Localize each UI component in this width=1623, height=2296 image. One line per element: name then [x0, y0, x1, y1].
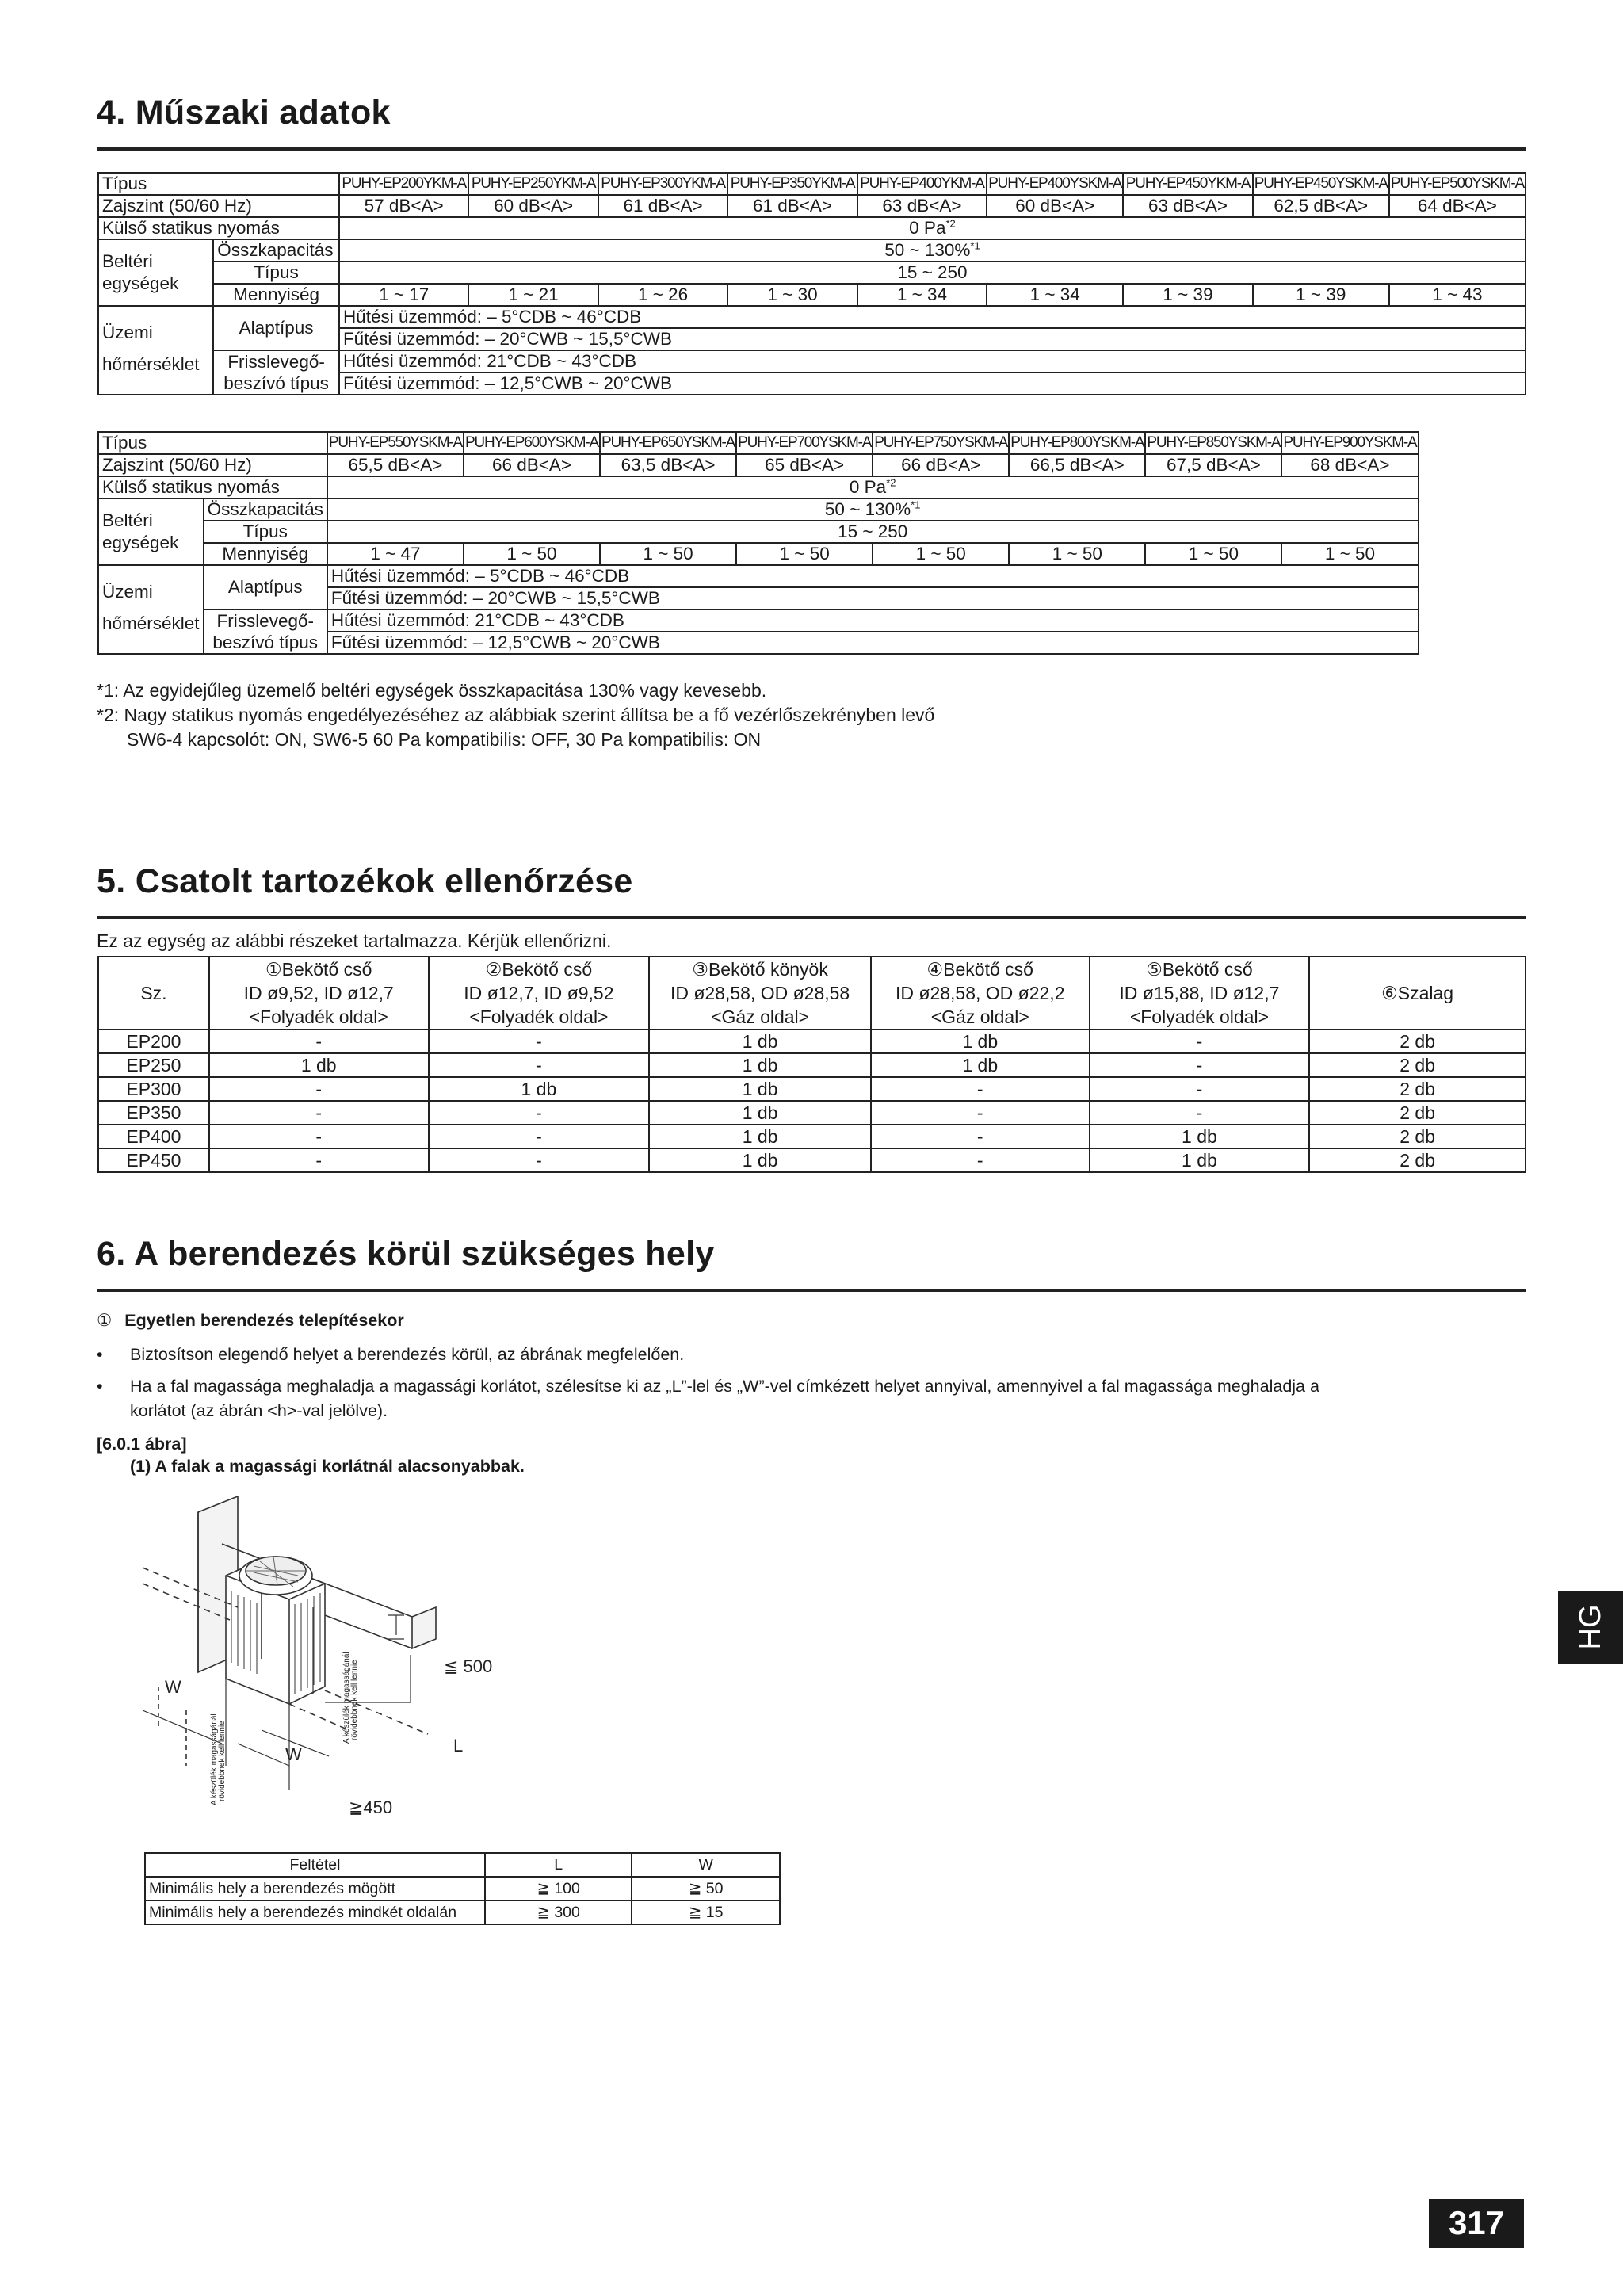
qty-cell: -	[209, 1101, 429, 1125]
table-row	[98, 1030, 1526, 1053]
bullet-2-text: Ha a fal magassága meghaladja a magassági korlátot, szélesítse ki az „L”-lel és „W”-vel címkézett helyet annyival, amennyivel a fal magassága meghaladja a	[130, 1377, 1319, 1396]
label-line: Üzemi	[102, 582, 153, 602]
col-header-line: ID ø28,58, OD ø28,58	[649, 981, 871, 1005]
col-header-line: ID ø12,7, ID ø9,52	[429, 981, 650, 1005]
col-header-no: Sz.	[98, 957, 209, 1030]
table-row	[98, 609, 1419, 632]
circled-one: ①	[97, 1311, 113, 1330]
section-4-title: 4. Műszaki adatok	[97, 94, 391, 132]
cooling-range: Hűtési üzemmód: – 5°CDB ~ 46°CDB	[339, 306, 1526, 328]
subsection-title: Egyetlen berendezés telepítésekor	[124, 1311, 404, 1330]
cooling-range: Hűtési üzemmód: 21°CDB ~ 43°CDB	[327, 609, 1419, 632]
noise-value: 60 dB<A>	[987, 195, 1123, 217]
footnote-mark: *1	[970, 239, 980, 252]
height-note-b2: rövidebbnek kell lennie	[350, 1660, 359, 1740]
qty-cell: -	[871, 1125, 1090, 1148]
qty-cell: 2 db	[1309, 1101, 1526, 1125]
qty-cell: 1 db	[649, 1101, 871, 1125]
model-cell: EP400	[98, 1125, 209, 1148]
table-row	[98, 217, 1526, 239]
row-label: Típus	[98, 173, 339, 195]
heating-range: Fűtési üzemmód: – 12,5°CWB ~ 20°CWB	[327, 632, 1419, 654]
cell: ≧ 15	[632, 1901, 780, 1924]
model-name: PUHY-EP850YSKM-A	[1145, 432, 1281, 454]
qty-cell: 2 db	[1309, 1125, 1526, 1148]
cell: ≧ 300	[485, 1901, 632, 1924]
table-row	[98, 454, 1419, 476]
installation-diagram	[143, 1496, 507, 1829]
qty-cell: -	[209, 1125, 429, 1148]
model-cell: EP450	[98, 1148, 209, 1172]
fresh-air-label: beszívó típus	[213, 372, 339, 395]
table-row	[98, 372, 1526, 395]
cooling-range: Hűtési üzemmód: – 5°CDB ~ 46°CDB	[327, 565, 1419, 587]
label-line: Beltéri	[102, 510, 153, 530]
qty-cell: 1 db	[209, 1053, 429, 1077]
qty-cell: 1 db	[429, 1077, 650, 1101]
qty-cell: 1 db	[871, 1053, 1090, 1077]
model-name: PUHY-EP300YKM-A	[598, 173, 727, 195]
operating-temp-label	[98, 306, 213, 395]
row-label: Külső statikus nyomás	[98, 217, 339, 239]
qty-cell: 2 db	[1309, 1077, 1526, 1101]
noise-value: 63 dB<A>	[1123, 195, 1252, 217]
section-5-rule	[97, 916, 1526, 919]
table-row	[98, 195, 1526, 217]
model-cell: EP350	[98, 1101, 209, 1125]
table-row	[98, 350, 1526, 372]
section-4-rule	[97, 147, 1526, 151]
row-label: Típus	[213, 262, 339, 284]
label-line: Üzemi	[102, 323, 153, 342]
height-note-a1: A készülék magasságánál	[210, 1713, 219, 1805]
footnote-1: *1: Az egyidejűleg üzemelő beltéri egységek összkapacitása 130% vagy kevesebb.	[97, 680, 767, 701]
noise-value: 66,5 dB<A>	[1009, 454, 1145, 476]
cell: ≧ 100	[485, 1877, 632, 1901]
row-label: Típus	[98, 432, 327, 454]
quantity-value: 1 ~ 21	[468, 284, 598, 306]
noise-value: 63,5 dB<A>	[600, 454, 736, 476]
bullet-2-cont: korlátot (az ábrán <h>-val jelölve).	[130, 1401, 388, 1420]
heating-range: Fűtési üzemmód: – 20°CWB ~ 15,5°CWB	[339, 328, 1526, 350]
col-header-line: ID ø9,52, ID ø12,7	[209, 981, 429, 1005]
figure-caption: (1) A falak a magassági korlátnál alacsonyabbak.	[130, 1457, 525, 1476]
qty-cell: -	[209, 1077, 429, 1101]
side-wall	[412, 1607, 436, 1648]
table-row	[98, 239, 1526, 262]
footnote-2-cont: SW6-4 kapcsolót: ON, SW6-5 60 Pa kompatibilis: OFF, 30 Pa kompatibilis: ON	[127, 729, 762, 750]
footnote-mark: *1	[911, 499, 921, 511]
row-label: Mennyiség	[213, 284, 339, 306]
model-name: PUHY-EP900YSKM-A	[1281, 432, 1418, 454]
quantity-value: 1 ~ 47	[327, 543, 464, 565]
col-header-line: ①Bekötő cső	[209, 957, 429, 981]
fresh-air-label: Frisslevegő-	[213, 350, 339, 372]
label-l: L	[453, 1736, 464, 1755]
qty-cell: 2 db	[1309, 1030, 1526, 1053]
label-line: hőmérséklet	[102, 613, 200, 633]
col-header-line: <Gáz oldal>	[871, 1005, 1090, 1030]
table-row	[98, 262, 1526, 284]
label-line: egységek	[102, 533, 179, 552]
language-tab	[1558, 1591, 1623, 1664]
quantity-value: 1 ~ 50	[464, 543, 600, 565]
qty-cell: -	[209, 1148, 429, 1172]
col-header-line: ⑤Bekötő cső	[1090, 957, 1310, 981]
qty-cell: 1 db	[1090, 1125, 1310, 1148]
noise-value: 65 dB<A>	[736, 454, 873, 476]
label-w2: W	[285, 1744, 302, 1764]
row-label: Zajszint (50/60 Hz)	[98, 195, 339, 217]
qty-cell: -	[429, 1030, 650, 1053]
section-5-title: 5. Csatolt tartozékok ellenőrzése	[97, 862, 633, 900]
row-label: Mennyiség	[204, 543, 327, 565]
table-row	[98, 284, 1526, 306]
row-label: Összkapacitás	[204, 499, 327, 521]
static-pressure	[339, 217, 1526, 239]
total-capacity	[327, 499, 1419, 521]
model-name: PUHY-EP450YKM-A	[1123, 173, 1252, 195]
value: 50 ~ 130%	[884, 240, 971, 260]
qty-cell: 1 db	[1090, 1148, 1310, 1172]
table-row	[98, 1125, 1526, 1148]
noise-value: 63 dB<A>	[857, 195, 987, 217]
quantity-value: 1 ~ 50	[1145, 543, 1281, 565]
row-label: Összkapacitás	[213, 239, 339, 262]
table-row	[98, 432, 1419, 454]
table-row	[145, 1877, 780, 1901]
height-note-b1: A készülék magasságánál	[342, 1652, 351, 1744]
qty-cell: -	[1090, 1101, 1310, 1125]
model-cell: EP200	[98, 1030, 209, 1053]
label-line: egységek	[102, 273, 179, 293]
cell: Minimális hely a berendezés mindkét oldalán	[145, 1901, 485, 1924]
cell: ≧ 50	[632, 1877, 780, 1901]
col-header: L	[485, 1853, 632, 1877]
qty-cell: -	[1090, 1030, 1310, 1053]
clearance-table	[144, 1852, 781, 1925]
table-row	[98, 499, 1419, 521]
value: 50 ~ 130%	[824, 499, 911, 519]
label-line: hőmérséklet	[102, 354, 200, 374]
table-row	[98, 1101, 1526, 1125]
quantity-value: 1 ~ 34	[857, 284, 987, 306]
qty-cell: -	[871, 1077, 1090, 1101]
qty-cell: -	[429, 1148, 650, 1172]
col-header-line: <Folyadék oldal>	[1090, 1005, 1310, 1030]
qty-cell: 1 db	[649, 1148, 871, 1172]
basic-type: Alaptípus	[204, 565, 327, 609]
indoor-units-label	[98, 499, 204, 565]
header-row	[98, 957, 1526, 981]
col-header: W	[632, 1853, 780, 1877]
col-header-line: ②Bekötő cső	[429, 957, 650, 981]
quantity-value: 1 ~ 43	[1389, 284, 1526, 306]
header-row	[145, 1853, 780, 1877]
qty-cell: 1 db	[649, 1053, 871, 1077]
fresh-air-label: beszívó típus	[204, 632, 327, 654]
qty-cell: -	[871, 1148, 1090, 1172]
noise-value: 62,5 dB<A>	[1253, 195, 1389, 217]
qty-cell: 1 db	[649, 1125, 871, 1148]
noise-value: 64 dB<A>	[1389, 195, 1526, 217]
col-header-tape: ⑥Szalag	[1309, 957, 1526, 1030]
model-name: PUHY-EP500YSKM-A	[1389, 173, 1526, 195]
operating-temp-label	[98, 565, 204, 654]
indoor-units-label	[98, 239, 213, 306]
figure-ref: [6.0.1 ábra]	[97, 1435, 187, 1454]
label-ge450: ≧450	[349, 1797, 393, 1817]
type-range: 15 ~ 250	[327, 521, 1419, 543]
outdoor-unit	[226, 1557, 325, 1704]
model-name: PUHY-EP550YSKM-A	[327, 432, 464, 454]
page-number: 317	[1429, 2199, 1524, 2248]
cell: Minimális hely a berendezés mögött	[145, 1877, 485, 1901]
value: 0 Pa	[849, 477, 887, 497]
model-name: PUHY-EP400YKM-A	[857, 173, 987, 195]
model-name: PUHY-EP450YSKM-A	[1253, 173, 1389, 195]
qty-cell: 1 db	[871, 1030, 1090, 1053]
quantity-value: 1 ~ 50	[736, 543, 873, 565]
qty-cell: -	[429, 1053, 650, 1077]
model-name: PUHY-EP750YSKM-A	[873, 432, 1009, 454]
noise-value: 66 dB<A>	[464, 454, 600, 476]
table-row	[98, 543, 1419, 565]
heating-range: Fűtési üzemmód: – 20°CWB ~ 15,5°CWB	[327, 587, 1419, 609]
qty-cell: 2 db	[1309, 1148, 1526, 1172]
footnote-mark: *2	[945, 217, 956, 230]
basic-type: Alaptípus	[213, 306, 339, 350]
table-row	[98, 173, 1526, 195]
footnote-2: *2: Nagy statikus nyomás engedélyezéséhez az alábbiak szerint állítsa be a fő vezérlőszekrényben levő	[97, 705, 935, 725]
model-name: PUHY-EP250YKM-A	[468, 173, 598, 195]
table-row	[98, 521, 1419, 543]
accessories-table	[97, 956, 1526, 1173]
col-header-line: ③Bekötő könyök	[649, 957, 871, 981]
col-header-line: <Gáz oldal>	[649, 1005, 871, 1030]
noise-value: 68 dB<A>	[1281, 454, 1418, 476]
quantity-value: 1 ~ 39	[1123, 284, 1252, 306]
quantity-value: 1 ~ 50	[1009, 543, 1145, 565]
bullet-dot: •	[97, 1345, 103, 1364]
quantity-value: 1 ~ 30	[727, 284, 857, 306]
table-row	[98, 1148, 1526, 1172]
quantity-value: 1 ~ 26	[598, 284, 727, 306]
qty-cell: -	[871, 1101, 1090, 1125]
qty-cell: -	[1090, 1077, 1310, 1101]
model-name: PUHY-EP650YSKM-A	[600, 432, 736, 454]
noise-value: 67,5 dB<A>	[1145, 454, 1281, 476]
bullet-1-text: Biztosítson elegendő helyet a berendezés körül, az ábrának megfelelően.	[130, 1345, 685, 1364]
table-row	[145, 1901, 780, 1924]
table-row	[98, 632, 1419, 654]
row-label: Típus	[204, 521, 327, 543]
noise-value: 61 dB<A>	[727, 195, 857, 217]
qty-cell: 2 db	[1309, 1053, 1526, 1077]
quantity-value: 1 ~ 50	[600, 543, 736, 565]
qty-cell: -	[1090, 1053, 1310, 1077]
model-name: PUHY-EP600YSKM-A	[464, 432, 600, 454]
col-header-line: <Folyadék oldal>	[429, 1005, 650, 1030]
col-header-line: ID ø28,58, OD ø22,2	[871, 981, 1090, 1005]
row-label: Külső statikus nyomás	[98, 476, 327, 499]
noise-value: 66 dB<A>	[873, 454, 1009, 476]
noise-value: 65,5 dB<A>	[327, 454, 464, 476]
height-note-a2: rövidebbnek kell lennie	[218, 1721, 227, 1801]
section-6-title: 6. A berendezés körül szükséges hely	[97, 1235, 715, 1273]
language-tab-label: HG	[1573, 1604, 1607, 1650]
model-cell: EP250	[98, 1053, 209, 1077]
accessory-intro: Ez az egység az alábbi részeket tartalmazza. Kérjük ellenőrizni.	[97, 930, 612, 951]
qty-cell: 1 db	[649, 1077, 871, 1101]
noise-value: 57 dB<A>	[339, 195, 468, 217]
table-row	[98, 565, 1419, 587]
col-header-line: ④Bekötő cső	[871, 957, 1090, 981]
label-w1: W	[165, 1677, 181, 1697]
col-header-line: ID ø15,88, ID ø12,7	[1090, 981, 1310, 1005]
value: 0 Pa	[909, 218, 946, 238]
model-cell: EP300	[98, 1077, 209, 1101]
spec-table-1	[97, 172, 1526, 395]
label-line: Beltéri	[102, 251, 153, 271]
model-name: PUHY-EP350YKM-A	[727, 173, 857, 195]
subsection-heading	[97, 1311, 404, 1331]
cooling-range: Hűtési üzemmód: 21°CDB ~ 43°CDB	[339, 350, 1526, 372]
section-6-rule	[97, 1289, 1526, 1292]
qty-cell: -	[209, 1030, 429, 1053]
static-pressure	[327, 476, 1419, 499]
quantity-value: 1 ~ 50	[873, 543, 1009, 565]
bullet-1	[97, 1345, 685, 1365]
table-row	[98, 1077, 1526, 1101]
qty-cell: -	[429, 1101, 650, 1125]
noise-value: 60 dB<A>	[468, 195, 598, 217]
total-capacity	[339, 239, 1526, 262]
noise-value: 61 dB<A>	[598, 195, 727, 217]
type-range: 15 ~ 250	[339, 262, 1526, 284]
model-name: PUHY-EP700YSKM-A	[736, 432, 873, 454]
table-row	[98, 476, 1419, 499]
table-row	[98, 1053, 1526, 1077]
qty-cell: -	[429, 1125, 650, 1148]
row-label: Zajszint (50/60 Hz)	[98, 454, 327, 476]
bullet-2	[97, 1377, 1319, 1396]
footnote-mark: *2	[886, 476, 896, 489]
model-name: PUHY-EP800YSKM-A	[1009, 432, 1145, 454]
model-name: PUHY-EP200YKM-A	[339, 173, 468, 195]
quantity-value: 1 ~ 50	[1281, 543, 1418, 565]
heating-range: Fűtési üzemmód: – 12,5°CWB ~ 20°CWB	[339, 372, 1526, 395]
model-name: PUHY-EP400YSKM-A	[987, 173, 1123, 195]
fresh-air-label: Frisslevegő-	[204, 609, 327, 632]
qty-cell: 1 db	[649, 1030, 871, 1053]
bullet-dot: •	[97, 1377, 103, 1396]
quantity-value: 1 ~ 39	[1253, 284, 1389, 306]
spec-table-2	[97, 431, 1419, 655]
label-le500: ≦ 500	[444, 1656, 493, 1676]
col-header-line: <Folyadék oldal>	[209, 1005, 429, 1030]
quantity-value: 1 ~ 17	[339, 284, 468, 306]
quantity-value: 1 ~ 34	[987, 284, 1123, 306]
col-header: Feltétel	[145, 1853, 485, 1877]
table-row	[98, 306, 1526, 328]
